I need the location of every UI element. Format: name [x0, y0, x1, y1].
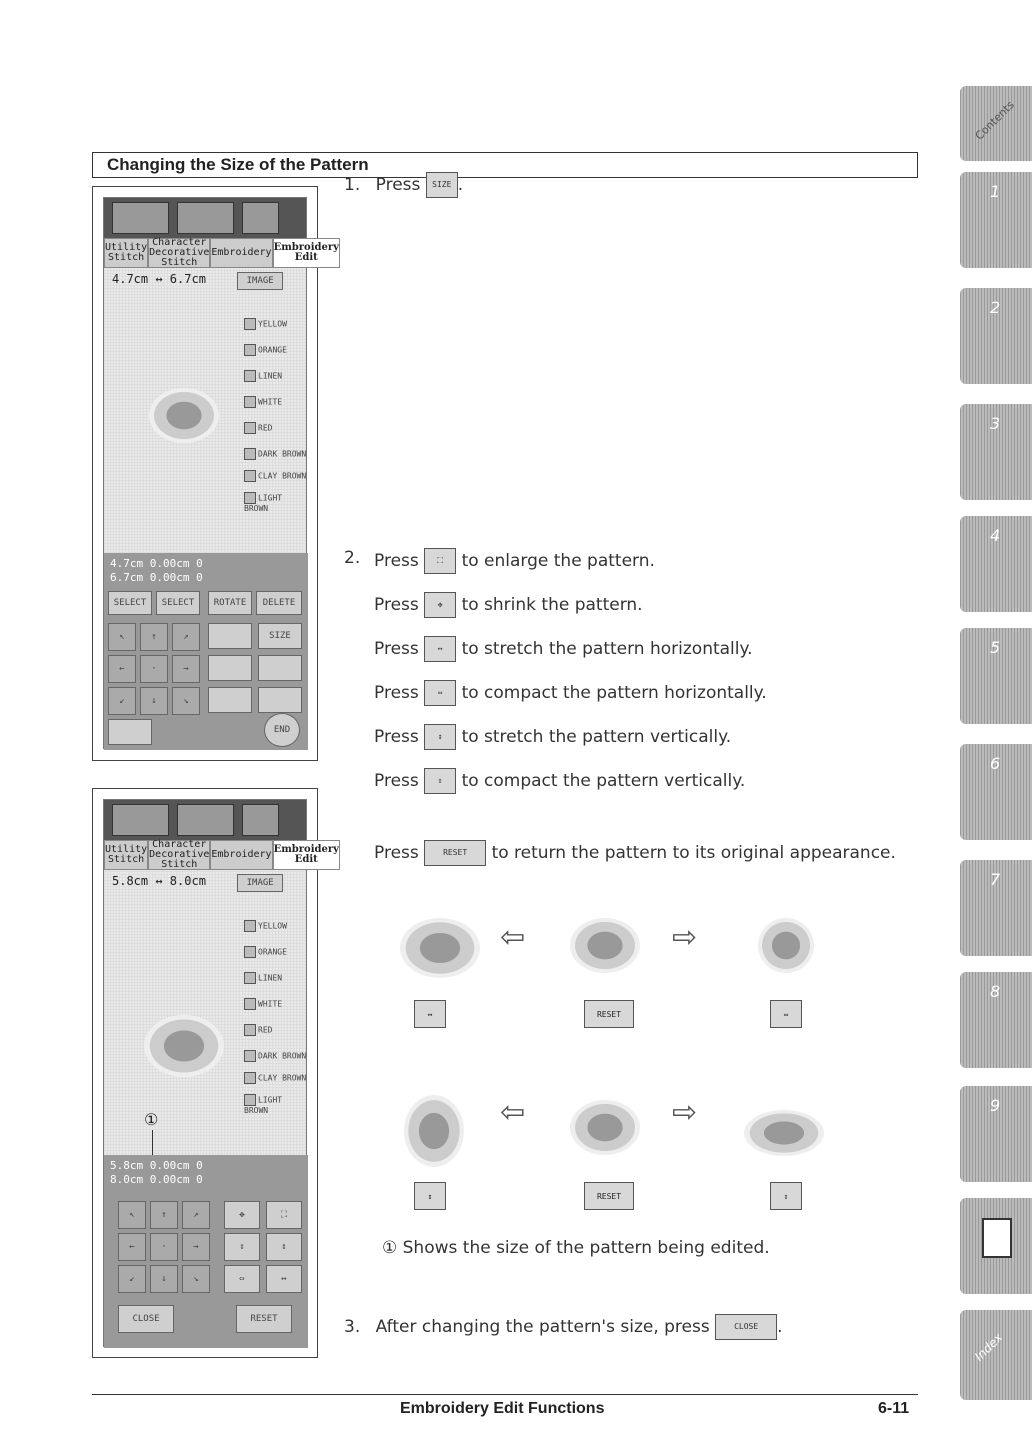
- thread-list: [244, 318, 308, 513]
- tab-embroidery[interactable]: Embroidery: [210, 238, 272, 268]
- arrow-right-icon[interactable]: →: [182, 1233, 210, 1261]
- thread-item: LIGHT BROWN: [244, 493, 283, 513]
- side-tab-7[interactable]: [960, 860, 1032, 956]
- function-button[interactable]: [208, 687, 252, 713]
- step-2-line-reset: [374, 840, 896, 866]
- line-text: to stretch the pattern vertically.: [461, 727, 732, 747]
- side-tab-label: 7: [990, 870, 1001, 889]
- lcd-top-icons: [104, 800, 306, 840]
- pattern-vertical-compacted: [744, 1110, 824, 1156]
- info-line: 8.0cm 0.00cm 0: [110, 1173, 203, 1186]
- pattern-horizontal-stretched: [400, 918, 480, 978]
- step-2-line-shrink: [374, 592, 643, 618]
- stretch-vertical-icon[interactable]: ↕: [266, 1233, 302, 1261]
- line-text: to compact the pattern horizontally.: [461, 683, 767, 703]
- thread-item: DARK BROWN: [258, 449, 307, 459]
- arrow-right-icon[interactable]: →: [172, 655, 200, 683]
- reset-button-icon: RESET: [584, 1182, 634, 1210]
- arrow-down-right-icon[interactable]: ↘: [182, 1265, 210, 1293]
- step-2-line-stretch-vertical: [374, 724, 731, 750]
- tab-utility-stitch[interactable]: Utility Stitch: [104, 238, 148, 268]
- callout-note: ① Shows the size of the pattern being edited.: [382, 1238, 770, 1258]
- press-label: Press: [374, 727, 419, 747]
- line-text: to return the pattern to its original appearance.: [491, 843, 896, 863]
- arrow-left-icon[interactable]: ←: [118, 1233, 146, 1261]
- thread-item: CLAY BROWN: [258, 471, 307, 481]
- enlarge-icon[interactable]: ⛶: [266, 1201, 302, 1229]
- compact-vertical-icon: ⇕: [770, 1182, 802, 1210]
- press-label: Press: [374, 639, 419, 659]
- side-tab-6[interactable]: [960, 744, 1032, 840]
- step-number: 3.: [344, 1317, 361, 1337]
- thread-item: CLAY BROWN: [258, 1073, 307, 1083]
- size-button-icon: SIZE: [426, 172, 458, 198]
- thread-item: LIGHT BROWN: [244, 1095, 283, 1115]
- center-icon[interactable]: ·: [150, 1233, 178, 1261]
- stretch-horizontal-icon: ↔: [414, 1000, 446, 1028]
- step-text: Press: [375, 175, 421, 195]
- step-end: .: [457, 175, 464, 195]
- line-text: to shrink the pattern.: [461, 595, 643, 615]
- stretch-vertical-icon: ↕: [424, 724, 456, 750]
- side-tab-4[interactable]: [960, 516, 1032, 612]
- pattern-original: [570, 1100, 640, 1155]
- info-line: 4.7cm 0.00cm 0: [110, 557, 203, 570]
- thread-item: ORANGE: [258, 947, 287, 957]
- side-tab-label: Index: [971, 1330, 1006, 1364]
- delete-button[interactable]: DELETE: [256, 591, 302, 615]
- side-tab-index[interactable]: [960, 1310, 1032, 1400]
- side-tab-label: 5: [990, 638, 1001, 657]
- side-tab-2[interactable]: [960, 288, 1032, 384]
- size-button[interactable]: SIZE: [258, 623, 302, 649]
- lcd-panel: [103, 197, 339, 749]
- memory-button[interactable]: [108, 719, 152, 745]
- arrow-left-icon: ⇦: [500, 920, 526, 955]
- step-number: 1.: [344, 175, 361, 195]
- size-value: 4.7cm ↔ 6.7cm: [112, 272, 206, 286]
- compact-horizontal-icon[interactable]: ⇔: [224, 1265, 260, 1293]
- image-button[interactable]: IMAGE: [237, 272, 283, 290]
- thread-list: [244, 920, 308, 1115]
- arrow-up-left-icon[interactable]: ↖: [118, 1201, 146, 1229]
- stretch-horizontal-icon[interactable]: ↔: [266, 1265, 302, 1293]
- function-button[interactable]: [258, 655, 302, 681]
- arrow-up-right-icon[interactable]: ↗: [172, 623, 200, 651]
- step-2-line-stretch-horizontal: [374, 636, 753, 662]
- step-2-line-compact-vertical: [374, 768, 745, 794]
- line-text: to stretch the pattern horizontally.: [461, 639, 753, 659]
- line-text: to compact the pattern vertically.: [461, 771, 746, 791]
- side-tab-label: 4: [990, 526, 1001, 545]
- stretch-vertical-icon: ↕: [414, 1182, 446, 1210]
- info-line: 6.7cm 0.00cm 0: [110, 571, 203, 584]
- pattern-horizontal-compacted: [758, 918, 814, 973]
- thread-item: DARK BROWN: [258, 1051, 307, 1061]
- reset-button-icon: RESET: [584, 1000, 634, 1028]
- thread-item: YELLOW: [258, 921, 287, 931]
- image-button[interactable]: IMAGE: [237, 874, 283, 892]
- arrow-down-right-icon[interactable]: ↘: [172, 687, 200, 715]
- arrow-down-icon[interactable]: ↓: [140, 687, 168, 715]
- arrow-left-icon[interactable]: ←: [108, 655, 136, 683]
- step-end: .: [777, 1317, 783, 1337]
- close-button-icon: CLOSE: [715, 1314, 777, 1340]
- page-number: 6-11: [878, 1400, 910, 1417]
- thread-item: LINEN: [258, 973, 283, 983]
- size-value: 5.8cm ↔ 8.0cm: [112, 874, 206, 888]
- tab-embroidery[interactable]: Embroidery: [210, 840, 272, 870]
- compact-vertical-icon: ⇕: [424, 768, 456, 794]
- arrow-right-icon: ⇨: [672, 920, 698, 955]
- step-2-number: 2.: [344, 548, 361, 568]
- compact-horizontal-icon: ⇔: [424, 680, 456, 706]
- end-button[interactable]: END: [264, 713, 300, 747]
- enlarge-icon: ⛶: [424, 548, 456, 574]
- side-tab-label: 2: [990, 298, 1001, 317]
- compact-horizontal-icon: ⇔: [770, 1000, 802, 1028]
- step-text: After changing the pattern's size, press: [375, 1317, 710, 1337]
- step-2-line-enlarge: [374, 548, 655, 574]
- section-title: Changing the Size of the Pattern: [92, 152, 918, 178]
- screen-image-1: [92, 186, 339, 761]
- function-button[interactable]: [258, 687, 302, 713]
- arrow-up-right-icon[interactable]: ↗: [182, 1201, 210, 1229]
- rotate-button[interactable]: ROTATE: [208, 591, 252, 615]
- side-tab-9[interactable]: [960, 1086, 1032, 1182]
- tab-embroidery-edit[interactable]: Embroidery Edit: [273, 238, 340, 268]
- side-tab-1[interactable]: [960, 172, 1032, 268]
- lcd-top-icons: [104, 198, 306, 238]
- pattern-preview: [144, 1015, 224, 1077]
- document-icon: [982, 1218, 1012, 1258]
- step-3: [344, 1314, 783, 1340]
- arrow-down-left-icon[interactable]: ↙: [108, 687, 136, 715]
- size-readout: [104, 268, 306, 294]
- arrow-up-icon[interactable]: ↑: [150, 1201, 178, 1229]
- thread-item: WHITE: [258, 397, 283, 407]
- side-tab-label: Contents: [972, 98, 1017, 143]
- close-button[interactable]: CLOSE: [118, 1305, 174, 1333]
- thread-item: RED: [258, 423, 273, 433]
- mode-tabs: [104, 237, 339, 268]
- select-next-button[interactable]: SELECT: [156, 591, 200, 615]
- arrow-up-left-icon[interactable]: ↖: [108, 623, 136, 651]
- thread-item: ORANGE: [258, 345, 287, 355]
- control-panel: [104, 1155, 308, 1348]
- function-button[interactable]: [208, 655, 252, 681]
- side-tab-3[interactable]: [960, 404, 1032, 500]
- thread-item: YELLOW: [258, 319, 287, 329]
- compact-vertical-icon[interactable]: ⇕: [224, 1233, 260, 1261]
- side-tab-label: 3: [990, 414, 1001, 433]
- select-prev-button[interactable]: SELECT: [108, 591, 152, 615]
- side-tab-8[interactable]: [960, 972, 1032, 1068]
- side-tab-contents[interactable]: [960, 86, 1032, 161]
- pattern-preview: [149, 388, 219, 443]
- step-2-line-compact-horizontal: [374, 680, 767, 706]
- tab-embroidery-edit[interactable]: Embroidery Edit: [273, 840, 340, 870]
- reset-button-icon: RESET: [424, 840, 486, 866]
- arrow-down-left-icon[interactable]: ↙: [118, 1265, 146, 1293]
- control-panel: [104, 553, 308, 750]
- press-label: Press: [374, 595, 419, 615]
- side-tab-label: 9: [990, 1096, 1001, 1115]
- callout-marker: ①: [144, 1110, 159, 1129]
- press-label: Press: [374, 683, 419, 703]
- arrow-up-icon[interactable]: ↑: [140, 623, 168, 651]
- thread-item: WHITE: [258, 999, 283, 1009]
- side-tab-5[interactable]: [960, 628, 1032, 724]
- side-tab-label: 6: [990, 754, 1001, 773]
- mode-tabs: [104, 839, 339, 870]
- pattern-vertical-stretched: [404, 1095, 464, 1167]
- tab-utility-stitch[interactable]: Utility Stitch: [104, 840, 148, 870]
- press-label: Press: [374, 843, 419, 863]
- pattern-original: [570, 918, 640, 973]
- thread-item: LINEN: [258, 371, 283, 381]
- side-tab-appendix[interactable]: [960, 1198, 1032, 1294]
- arrow-right-icon: ⇨: [672, 1095, 698, 1130]
- function-button[interactable]: [208, 623, 252, 649]
- line-text: to enlarge the pattern.: [461, 551, 655, 571]
- press-label: Press: [374, 771, 419, 791]
- arrow-down-icon[interactable]: ↓: [150, 1265, 178, 1293]
- footer-rule: [92, 1394, 918, 1395]
- side-tab-label: 1: [990, 182, 1001, 201]
- shrink-icon[interactable]: ✥: [224, 1201, 260, 1229]
- lcd-panel: [103, 799, 339, 1347]
- step-1: [344, 172, 463, 198]
- reset-button[interactable]: RESET: [236, 1305, 292, 1333]
- screen-image-2: [92, 788, 339, 1358]
- tab-character-stitch[interactable]: Character Decorative Stitch: [149, 237, 210, 268]
- shrink-icon: ✥: [424, 592, 456, 618]
- footer-title: Embroidery Edit Functions: [400, 1400, 605, 1417]
- press-label: Press: [374, 551, 419, 571]
- tab-character-stitch[interactable]: Character Decorative Stitch: [149, 839, 210, 870]
- stretch-horizontal-icon: ↔: [424, 636, 456, 662]
- size-readout: [104, 870, 306, 896]
- thread-item: RED: [258, 1025, 273, 1035]
- info-line: 5.8cm 0.00cm 0: [110, 1159, 203, 1172]
- center-icon[interactable]: ·: [140, 655, 168, 683]
- side-tab-label: 8: [990, 982, 1001, 1001]
- arrow-left-icon: ⇦: [500, 1095, 526, 1130]
